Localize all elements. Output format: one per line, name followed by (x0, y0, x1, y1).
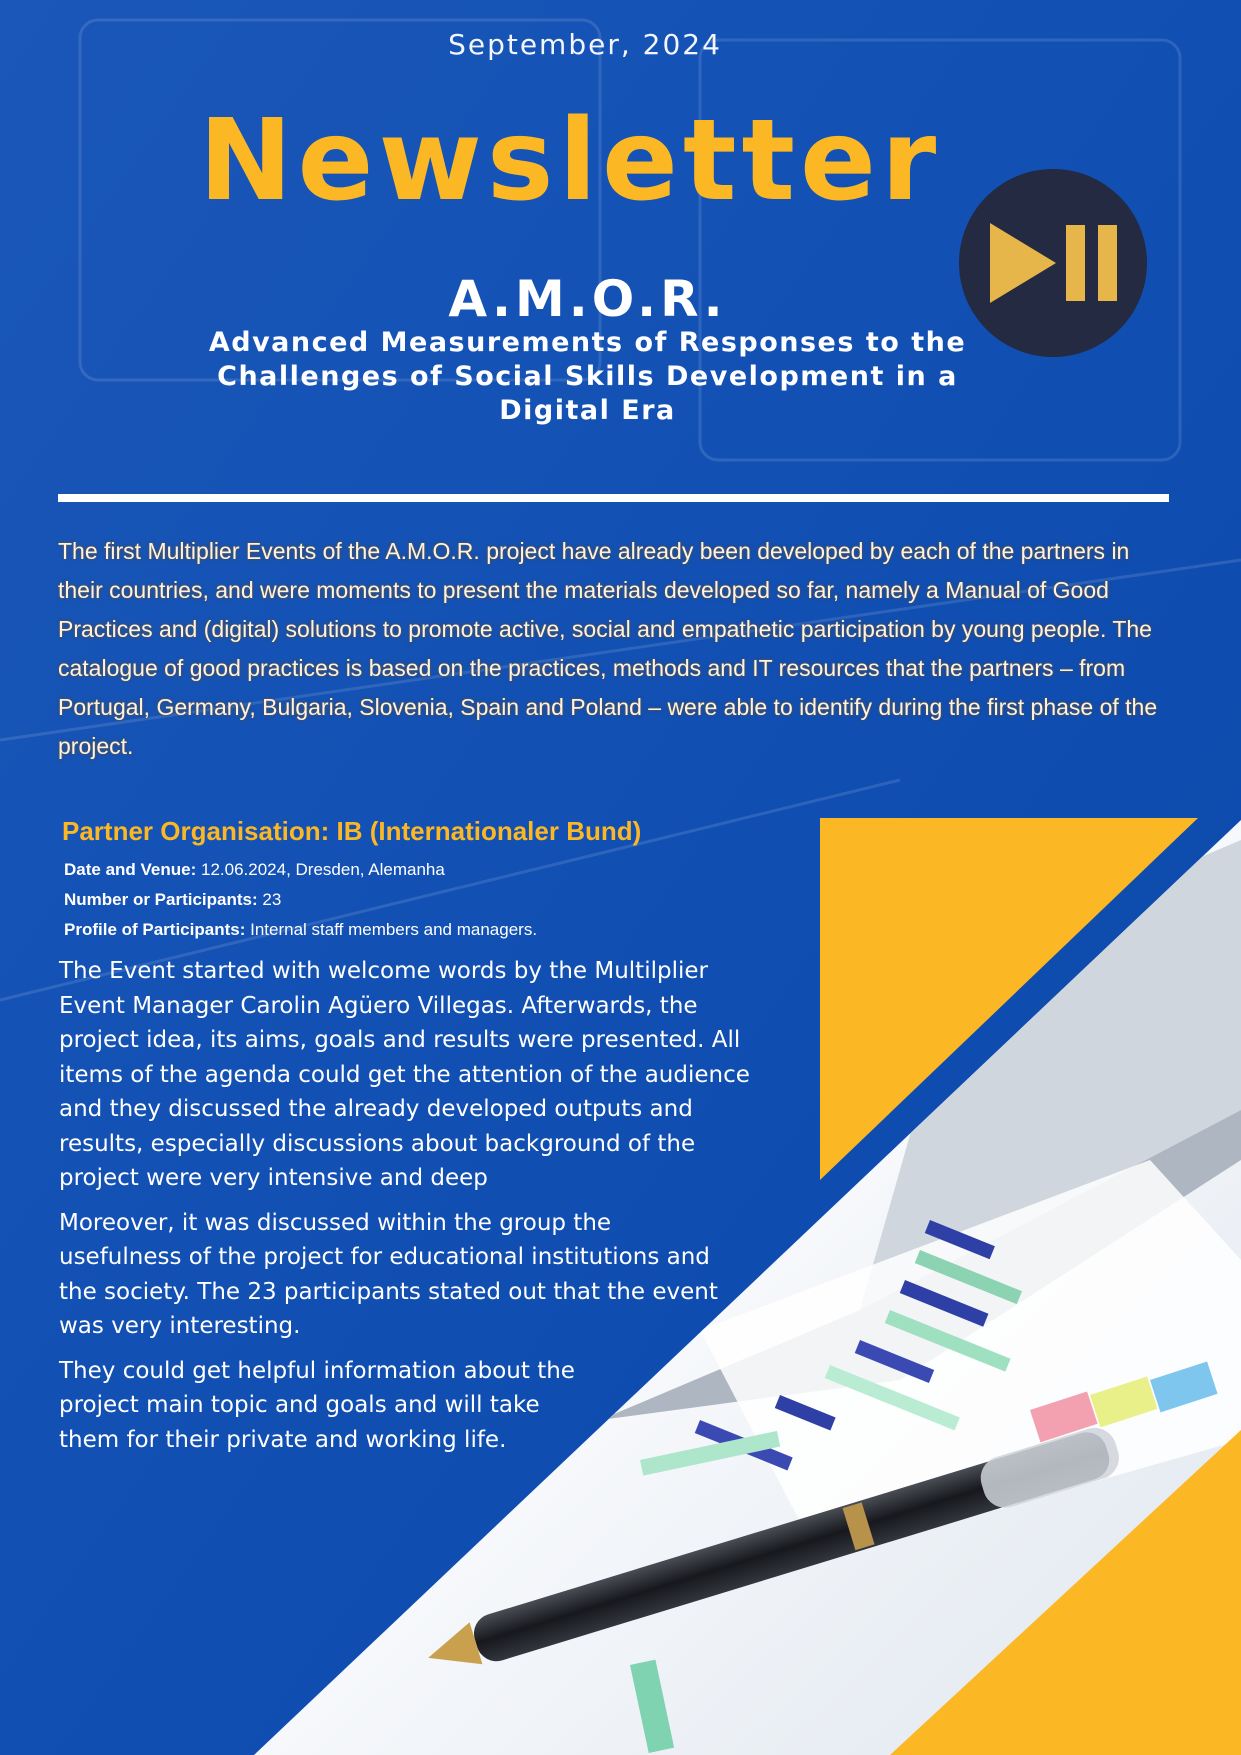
issue-date: September, 2024 (448, 28, 722, 61)
date-venue-row (64, 855, 764, 885)
participants-number-row (64, 885, 764, 915)
participants-number-label: Number or Participants: (64, 890, 258, 909)
play-pause-icon (958, 168, 1148, 358)
event-report (59, 954, 779, 1467)
date-venue-label: Date and Venue: (64, 860, 197, 879)
event-paragraph-1: The Event started with welcome words by the Multilplier Event Manager Carolin Agüero Villegas. Afterwards, the project idea, its aims, goals and results were presented. All items of the agenda could get the attention of the audience and they discussed the already developed outputs and results, especially discussions about background of the project were very intensive and deep (59, 958, 750, 1191)
participants-number-value: 23 (262, 890, 282, 909)
header-divider (58, 494, 1169, 502)
participants-profile-label: Profile of Participants: (64, 920, 246, 939)
intro-paragraph: The first Multiplier Events of the A.M.O.R. project have already been developed by each of the partners in their countries, and were moments to present the materials developed so far, namely a Manual of Good Practices and (digital) solutions to promote active, social and empathetic participation by young people. The catalogue of good practices is based on the practices, methods and IT resources that the partners – from Portugal, Germany, Bulgaria, Slovenia, Spain and Poland – were able to identify during the first phase of the project. (58, 538, 1158, 759)
newsletter-title: Newsletter (198, 96, 942, 226)
project-subtitle: Advanced Measurements of Responses to the Challenges of Social Skills Development in a Digital Era (208, 327, 967, 426)
participants-profile-row (64, 915, 764, 945)
project-acronym: A.M.O.R. (448, 270, 727, 328)
event-paragraph-2: Moreover, it was discussed within the group the usefulness of the project for educational institutions and the society. The 23 participants stated out that the event was very interesting. (59, 1209, 718, 1339)
date-venue-value: 12.06.2024, Dresden, Alemanha (201, 860, 445, 879)
participants-profile-value: Internal staff members and managers. (250, 920, 538, 939)
partner-details (64, 855, 764, 945)
event-paragraph-3: They could get helpful information about the project main topic and goals and will take them for their private and working life. (59, 1357, 575, 1453)
partner-title: Partner Organisation: IB (Internationaler Bund) (62, 816, 642, 846)
